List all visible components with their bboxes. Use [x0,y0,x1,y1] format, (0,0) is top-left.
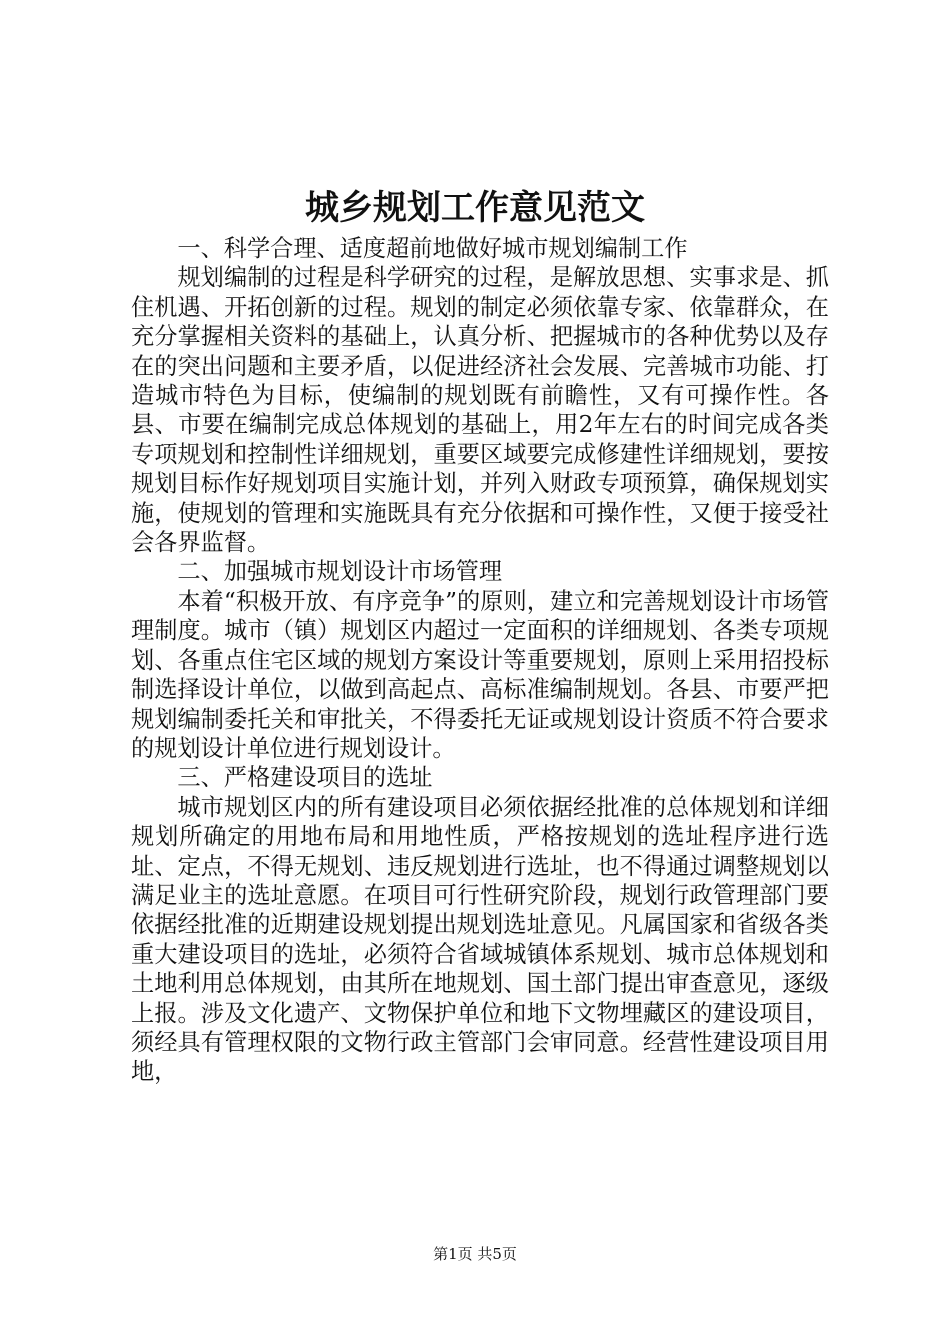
section-heading-2: 二、加强城市规划设计市场管理 [177,558,503,586]
body-paragraph-3: 城市规划区内的所有建设项目必须依据经批准的总体规划和详细规划所确定的用地布局和用地性质，严格按规划的选址程序进行选址、定点，不得无规划、违反规划进行选址，也不得通过调整规划以满足业主的选址意愿。在项目可行性研究阶段，规划行政管理部门要依据经批准的近期建设规划提出规划选址意见。凡属国家和省级各类重大建设项目的选址，必须符合省域城镇体系规划、城市总体规划和土地利用总体规划，由其所在地规划、国土部门提出审查意见，逐级上报。涉及文化遗产、文物保护单位和地下文物埋藏区的建设项目，须经具有管理权限的文物行政主管部门会审同意。经营性建设项目用地， [131,793,829,1086]
section-heading-1: 一、科学合理、适度超前地做好城市规划编制工作 [177,235,688,262]
document-title: 城乡规划工作意见范文 [305,188,645,228]
page-number: 第1页 [433,1245,473,1263]
document-body [131,234,829,1087]
page-footer [0,1244,950,1264]
section-heading-3: 三、严格建设项目的选址 [177,764,433,792]
body-paragraph-2: 本着“积极开放、有序竞争”的原则，建立和完善规划设计市场管理制度。城市（镇）规划区内超过一定面积的详细规划、各类专项规划、各重点住宅区域的规划方案设计等重要规划，原则上采用招投标制选择设计单位，以做到高起点、高标准编制规划。各县、市要严把规划编制委托关和审批关，不得委托无证或规划设计资质不符合要求的规划设计单位进行规划设计。 [131,587,829,762]
page-total: 共5页 [477,1245,517,1263]
body-paragraph-1: 规划编制的过程是科学研究的过程，是解放思想、实事求是、抓住机遇、开拓创新的过程。规划的制定必须依靠专家、依靠群众，在充分掌握相关资料的基础上，认真分析、把握城市的各种优势以及存在的突出问题和主要矛盾，以促进经济社会发展、完善城市功能、打造城市特色为目标，使编制的规划既有前瞻性，又有可操作性。各县、市要在编制完成总体规划的基础上，用2年左右的时间完成各类专项规划和控制性详细规划，重要区域要完成修建性详细规划，要按规划目标作好规划项目实施计划，并列入财政专项预算，确保规划实施，使规划的管理和实施既具有充分依据和可操作性，又便于接受社会各界监督。 [131,264,829,557]
